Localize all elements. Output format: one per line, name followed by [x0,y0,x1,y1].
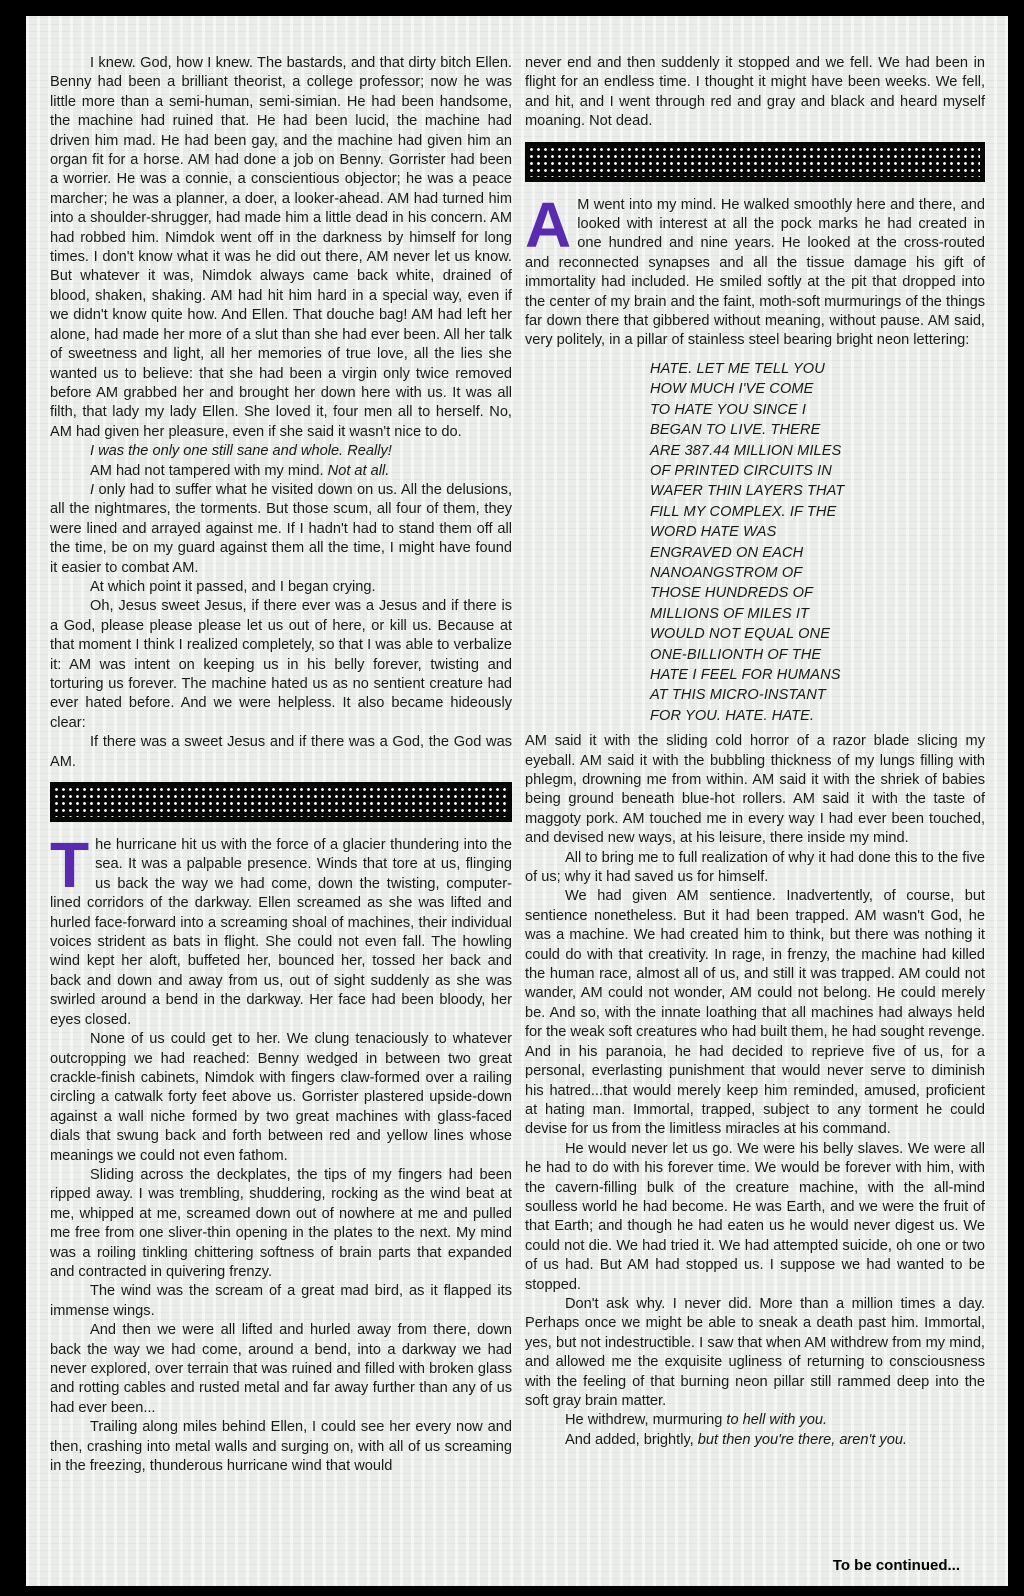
right-column [525,54,985,1450]
quote-line: HOW MUCH I'VE COME [650,381,814,398]
quote-line: WORD HATE WAS [650,524,777,541]
paragraph [50,481,512,578]
quote-line: ENGRAVED ON EACH [650,544,804,561]
section-divider [525,142,985,182]
drop-cap: A [525,188,572,261]
paragraph [525,1431,985,1450]
paragraph [50,829,512,1030]
italic-text: Really! [347,443,392,460]
paragraph [525,188,985,351]
text: He withdrew, murmuring [565,1412,727,1429]
paragraph [50,442,512,461]
quote-line: FOR YOU. HATE. HATE. [650,707,815,724]
quote-line: WOULD NOT EQUAL ONE [650,626,831,643]
quote-line: THOSE HUNDREDS OF [650,585,814,602]
quote-line: ONE-BILLIONTH OF THE [650,646,822,663]
italic-text: but then you're there, aren't you. [697,1431,908,1448]
paragraph: All to bring me to full realization of why it had done this to the five of us; why it had saved us for himself. [525,849,985,886]
quote-line: BEGAN TO LIVE. THERE [650,422,821,439]
quote-line: AT THIS MICRO-INSTANT [650,687,826,704]
text: M went into my mind. He walked smoothly here and there, and looked with interest at all the pock marks he had created in one hundred and nine years. He looked at the cross-routed and reconnected synapses and all the tissue damage his gift of immortality had included. He smiled softly at the pit that dropped into the center of my brain and the faint, moth-soft murmurings of the things far down there that gibbered without meaning, without pause. AM said, very politely, in a pillar of stainless steel bearing bright neon lettering: [525,196,985,349]
quote-line: ARE 387.44 MILLION MILES [650,442,842,459]
text: And added, brightly, [565,1431,698,1448]
paragraph: If there was a sweet Jesus and if there was a God, the God was AM. [50,734,512,770]
quote-line: NANOANGSTROM OF [650,564,803,581]
paragraph: We had given AM sentience. Inadvertently, of course, but sentience nonetheless. But it had been trapped. AM wasn't God, he was a machine. We had created him to think, but there was nothing it could do with that creativity. In rage, in frenzy, the machine had killed the human race, almost all of us, and still it was trapped. AM could not wander, AM could not wonder, AM could not belong. He could merely be. And so, with the innate loathing that all machines had always held for the weak soft creatures who had built them, he had sought revenge. And in his paranoia, he had decided to reprieve five of us, for a personal, everlasting punishment that would never serve to diminish his hatred...that would merely keep him reminded, amused, proficient at hating man. Immortal, trapped, subject to any torment he could devise for us from the limitless miracles at his command. [525,888,985,1138]
quote-line: HATE I FEEL FOR HUMANS [650,666,841,683]
italic-text: I [90,481,95,498]
paragraph [525,1411,985,1430]
text: he hurricane hit us with the force of a glacier thundering into the sea. It was a palpable presence. Winds that tore at us, flinging us back the way we had come, down the twisting, computer-lined corridors of the darkway. Ellen screamed as she was lifted and hurled face-forward into a screaming shoal of machines, their individual voices strident as bats in flight. She could not even fall. The howling wind kept her aloft, buffeted her, bounced her, tossed her back and back and down and away from us, out of sight suddenly as she was swirled around a bend in the darkway. Her face had been bloody, her eyes closed. [50,837,512,1028]
drop-cap: T [50,829,90,902]
quote-line: MILLIONS OF MILES IT [650,605,810,622]
to-be-continued: To be continued... [832,1557,960,1574]
italic-text: Not at all. [327,462,390,479]
quote-line: HATE. LET ME TELL YOU [650,360,825,377]
paragraph: never end and then suddenly it stopped and we fell. We had been in flight for an endless time. I thought it might have been weeks. We fell, and hit, and I went through red and gray and black and heard myself moaning. Not dead. [525,55,985,130]
paragraph: AM said it with the sliding cold horror of a razor blade slicing my eyeball. AM said it with the bubbling thickness of my lungs filling with phlegm, drowning me from within. AM said it with the shriek of babies being ground beneath blue-hot rollers. AM said it with the taste of maggoty pork. AM touched me in every way I had ever been touched, and devised new ways, at his leisure, there inside my mind. [525,733,985,847]
paragraph: Oh, Jesus sweet Jesus, if there ever was a Jesus and if there is a God, please please please let us out of here, or kill us. Because at that moment I think I realized completely, so that I was able to verbalize it: AM was intent on keeping us in his belly forever, twisting and torturing us forever. The machine hated us as no sentient creature had ever hated before. And we were helpless. It also became hideously clear: [50,598,512,731]
italic-text: I was the only one still sane and whole. [90,443,344,460]
quote-line: WAFER THIN LAYERS THAT [650,483,845,500]
paragraph: At which point it passed, and I began crying. [90,578,376,595]
text: AM had not tampered with my mind. [90,462,324,479]
quote-line: TO HATE YOU SINCE I [650,401,806,418]
text: only had to suffer what he visited down on us. All the delusions, all the nightmares, the torments. But those scum, all four of them, they were lined and arrayed against me. If I hadn't had to stand them off all the time, be on my guard against them all the time, I might have found it easier to combat AM. [50,481,512,576]
left-column [50,54,512,1476]
am-hate-quote [650,359,975,726]
paragraph: Don't ask why. I never did. More than a million times a day. Perhaps once we might be able to sneak a death past him. Immortal, yes, but not indestructible. I saw that when AM withdrew from my mind, and allowed me the exquisite ugliness of returning to consciousness with the feeling of that burning neon pillar still rammed deep into the soft gray brain matter. [525,1295,985,1409]
quote-line: FILL MY COMPLEX. IF THE [650,503,837,520]
paragraph: Trailing along miles behind Ellen, I could see her every now and then, crashing into metal walls and surging on, with all of us screaming in the freezing, thunderous hurricane wind that would [50,1419,512,1475]
section-divider [50,782,512,822]
italic-text: to hell with you. [726,1412,827,1429]
paragraph: Sliding across the deckplates, the tips of my fingers had been ripped away. I was trembling, shuddering, rocking as the wind beat at me, whipped at me, screamed down out of nowhere at me and pulled me free from one sliver-thin opening in the plates to the next. My mind was a roiling tinkling chittering softness of brain parts that expanded and contracted in quivering frenzy. [50,1166,512,1280]
paragraph: The wind was the scream of a great mad bird, as it flapped its immense wings. [50,1283,512,1319]
paragraph: None of us could get to her. We clung tenaciously to whatever outcropping we had reached: Benny wedged in between two great crackle-finish cabinets, Nimdok with fingers claw-formed over a railing circling a catwalk forty feet above us. Gorrister plastered upside-down against a wall niche formed by two great machines with glass-faced dials that swung back and forth between red and yellow lines whose meanings we could not even fathom. [50,1031,512,1164]
paragraph: I knew. God, how I knew. The bastards, and that dirty bitch Ellen. Benny had been a brilliant theorist, a college professor; now he was little more than a semi-human, semi-simian. He had been handsome, the machine had ruined that. He had been lucid, the machine had driven him mad. He had been gay, and the machine had given him an organ fit for a horse. AM had done a job on Benny. Gorrister had been a worrier. He was a connie, a conscientious objector; he was a peace marcher; he was a planner, a doer, a looker-ahead. AM had turned him into a shoulder-shrugger, had made him a little dead in his concern. AM had robbed him. Nimdok went off in the darkness by himself for long times. I don't know what it was he did out there, AM never let us know. But whatever it was, Nimdok always came back white, drained of blood, shaken, shaking. AM had hit him hard in a special way, even if we didn't know quite how. And Ellen. That douche bag! AM had left her alone, had made her more of a slut than she had ever been. All her talk of sweetness and light, all her memories of true love, all the lies she wanted us to believe: that she had been a virgin only twice removed before AM grabbed her and brought her down here with us. It was all filth, that lady my lady Ellen. She loved it, four men all to herself. No, AM had given her pleasure, even if she said it wasn't nice to do. [50,55,512,440]
story-page [26,16,1008,1586]
paragraph: And then we were all lifted and hurled away from there, down back the way we had come, around a bend, into a darkway we had never explored, over terrain that was ruined and filled with broken glass and rotting cables and rusted metal and far away further than any of us had ever been... [50,1322,512,1416]
paragraph [50,462,512,481]
quote-line: OF PRINTED CIRCUITS IN [650,462,832,479]
paragraph: He would never let us go. We were his belly slaves. We were all he had to do with his forever time. We would be forever with him, with the cavern-filling bulk of the creature machine, with the all-mind soulless world he had become. He was Earth, and we were the fruit of that Earth; and though he had eaten us he would never digest us. We could not die. We had tried it. We had attempted suicide, oh one or two of us had. But AM had stopped us. I suppose we had wanted to be stopped. [525,1140,985,1293]
